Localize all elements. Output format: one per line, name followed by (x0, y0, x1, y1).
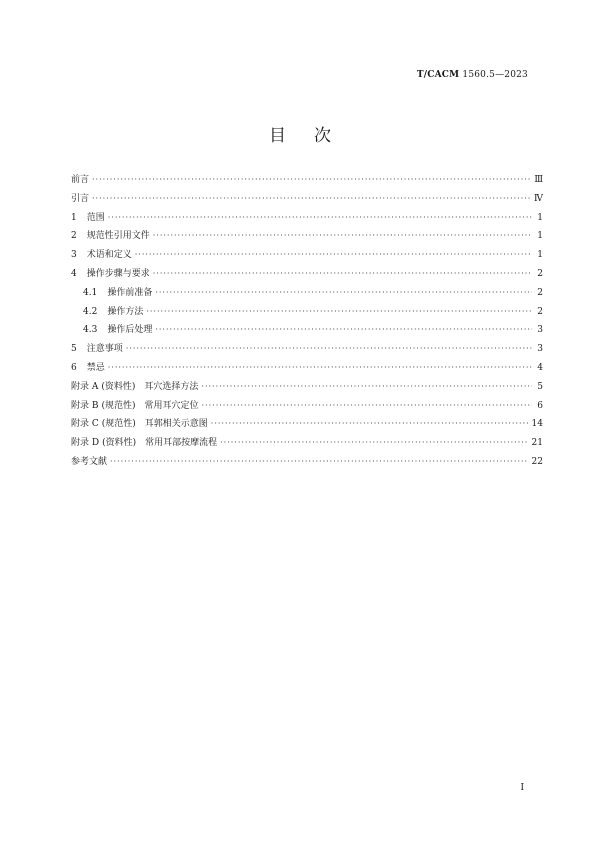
toc-entry-number: 附录 A (71, 381, 99, 392)
toc-entry[interactable] (71, 416, 543, 435)
toc-entry[interactable] (71, 266, 543, 285)
toc-entry[interactable] (71, 247, 543, 266)
toc-dot-leader (153, 231, 532, 240)
toc-entry-label: 规范性引用文件 (86, 231, 150, 242)
toc-dot-leader (92, 194, 531, 203)
toc-entry-label: (资料性) 耳穴选择方法 (101, 381, 199, 392)
toc-dot-leader (201, 382, 532, 391)
toc-entry-page: 3 (537, 325, 543, 336)
toc-dot-leader (92, 175, 531, 184)
toc-entry[interactable] (71, 228, 543, 247)
toc-entry-page: 6 (537, 400, 543, 411)
toc-dot-leader (135, 250, 532, 259)
toc-entry[interactable] (71, 322, 543, 341)
toc-entry[interactable] (71, 210, 543, 229)
toc-dot-leader (108, 213, 532, 222)
toc-entry-label: 操作步骤与要求 (86, 268, 150, 279)
table-of-contents (71, 172, 543, 473)
toc-entry-label: (资料性) 常用耳部按摩流程 (102, 438, 218, 449)
toc-entry-number: 6 (71, 362, 77, 373)
toc-entry-label: 引言 (71, 193, 90, 204)
toc-entry-label: (规范性) 耳郭相关示意图 (101, 419, 208, 430)
toc-entry[interactable] (71, 398, 543, 417)
toc-entry-number: 3 (71, 250, 77, 261)
toc-entry-number: 4 (71, 268, 77, 279)
toc-entry-page: 4 (537, 362, 543, 373)
page-title: 目次 (269, 126, 359, 146)
toc-entry-page: 21 (531, 438, 543, 449)
toc-entry-label: 操作前准备 (107, 287, 153, 298)
toc-entry-page: 1 (537, 250, 543, 261)
toc-dot-leader (211, 419, 529, 428)
toc-entry-page: 1 (537, 231, 543, 242)
toc-dot-leader (202, 401, 532, 410)
document-code-header (417, 70, 528, 80)
toc-entry[interactable] (71, 379, 543, 398)
toc-entry-label: 术语和定义 (86, 250, 132, 261)
toc-entry[interactable] (71, 360, 543, 379)
toc-dot-leader (146, 307, 532, 316)
toc-entry[interactable] (71, 435, 543, 454)
toc-entry-label: 操作后处理 (107, 325, 153, 336)
toc-entry-number: 附录 D (71, 438, 100, 449)
toc-dot-leader (153, 269, 532, 278)
toc-dot-leader (155, 288, 532, 297)
toc-entry-label: 禁忌 (86, 362, 105, 373)
document-code-prefix: T/CACM (416, 70, 460, 80)
toc-entry[interactable] (71, 341, 543, 360)
toc-entry-page: 2 (537, 306, 543, 317)
toc-entry-label: 参考文献 (71, 456, 108, 467)
toc-entry-page: 2 (537, 287, 543, 298)
document-code-suffix: 1560.5—2023 (459, 70, 528, 80)
toc-entry-page: 14 (531, 419, 543, 430)
toc-entry[interactable] (71, 285, 543, 304)
toc-entry-page: 5 (537, 381, 543, 392)
toc-dot-leader (108, 363, 532, 372)
toc-entry-page: 2 (537, 268, 543, 279)
toc-entry-label: 注意事项 (86, 344, 123, 355)
toc-dot-leader (126, 344, 532, 353)
toc-entry-number: 2 (71, 231, 77, 242)
toc-entry-label: 前言 (71, 175, 90, 185)
toc-entry-number: 5 (71, 344, 77, 355)
toc-entry-number: 4.1 (83, 287, 98, 298)
toc-entry[interactable] (71, 454, 543, 473)
toc-entry-page: Ⅲ (534, 175, 543, 185)
toc-dot-leader (155, 325, 532, 334)
toc-entry-page: 22 (531, 456, 543, 467)
toc-dot-leader (110, 457, 529, 466)
toc-entry[interactable] (71, 304, 543, 323)
toc-entry-number: 附录 B (71, 400, 99, 411)
toc-entry-label: (规范性) 常用耳穴定位 (101, 400, 199, 411)
toc-entry-page: 1 (537, 212, 543, 223)
toc-entry-number: 1 (71, 212, 77, 223)
toc-entry-page: 3 (537, 344, 543, 355)
page-number: I (520, 783, 524, 793)
toc-entry-number: 4.3 (83, 325, 98, 336)
toc-entry-label: 操作方法 (107, 306, 144, 317)
toc-entry-page: Ⅳ (534, 193, 543, 204)
toc-entry-number: 附录 C (71, 419, 99, 430)
toc-entry-label: 范围 (86, 212, 105, 223)
toc-entry[interactable] (71, 191, 543, 210)
toc-dot-leader (220, 438, 528, 447)
toc-entry-number: 4.2 (83, 306, 98, 317)
toc-entry[interactable] (71, 172, 543, 191)
